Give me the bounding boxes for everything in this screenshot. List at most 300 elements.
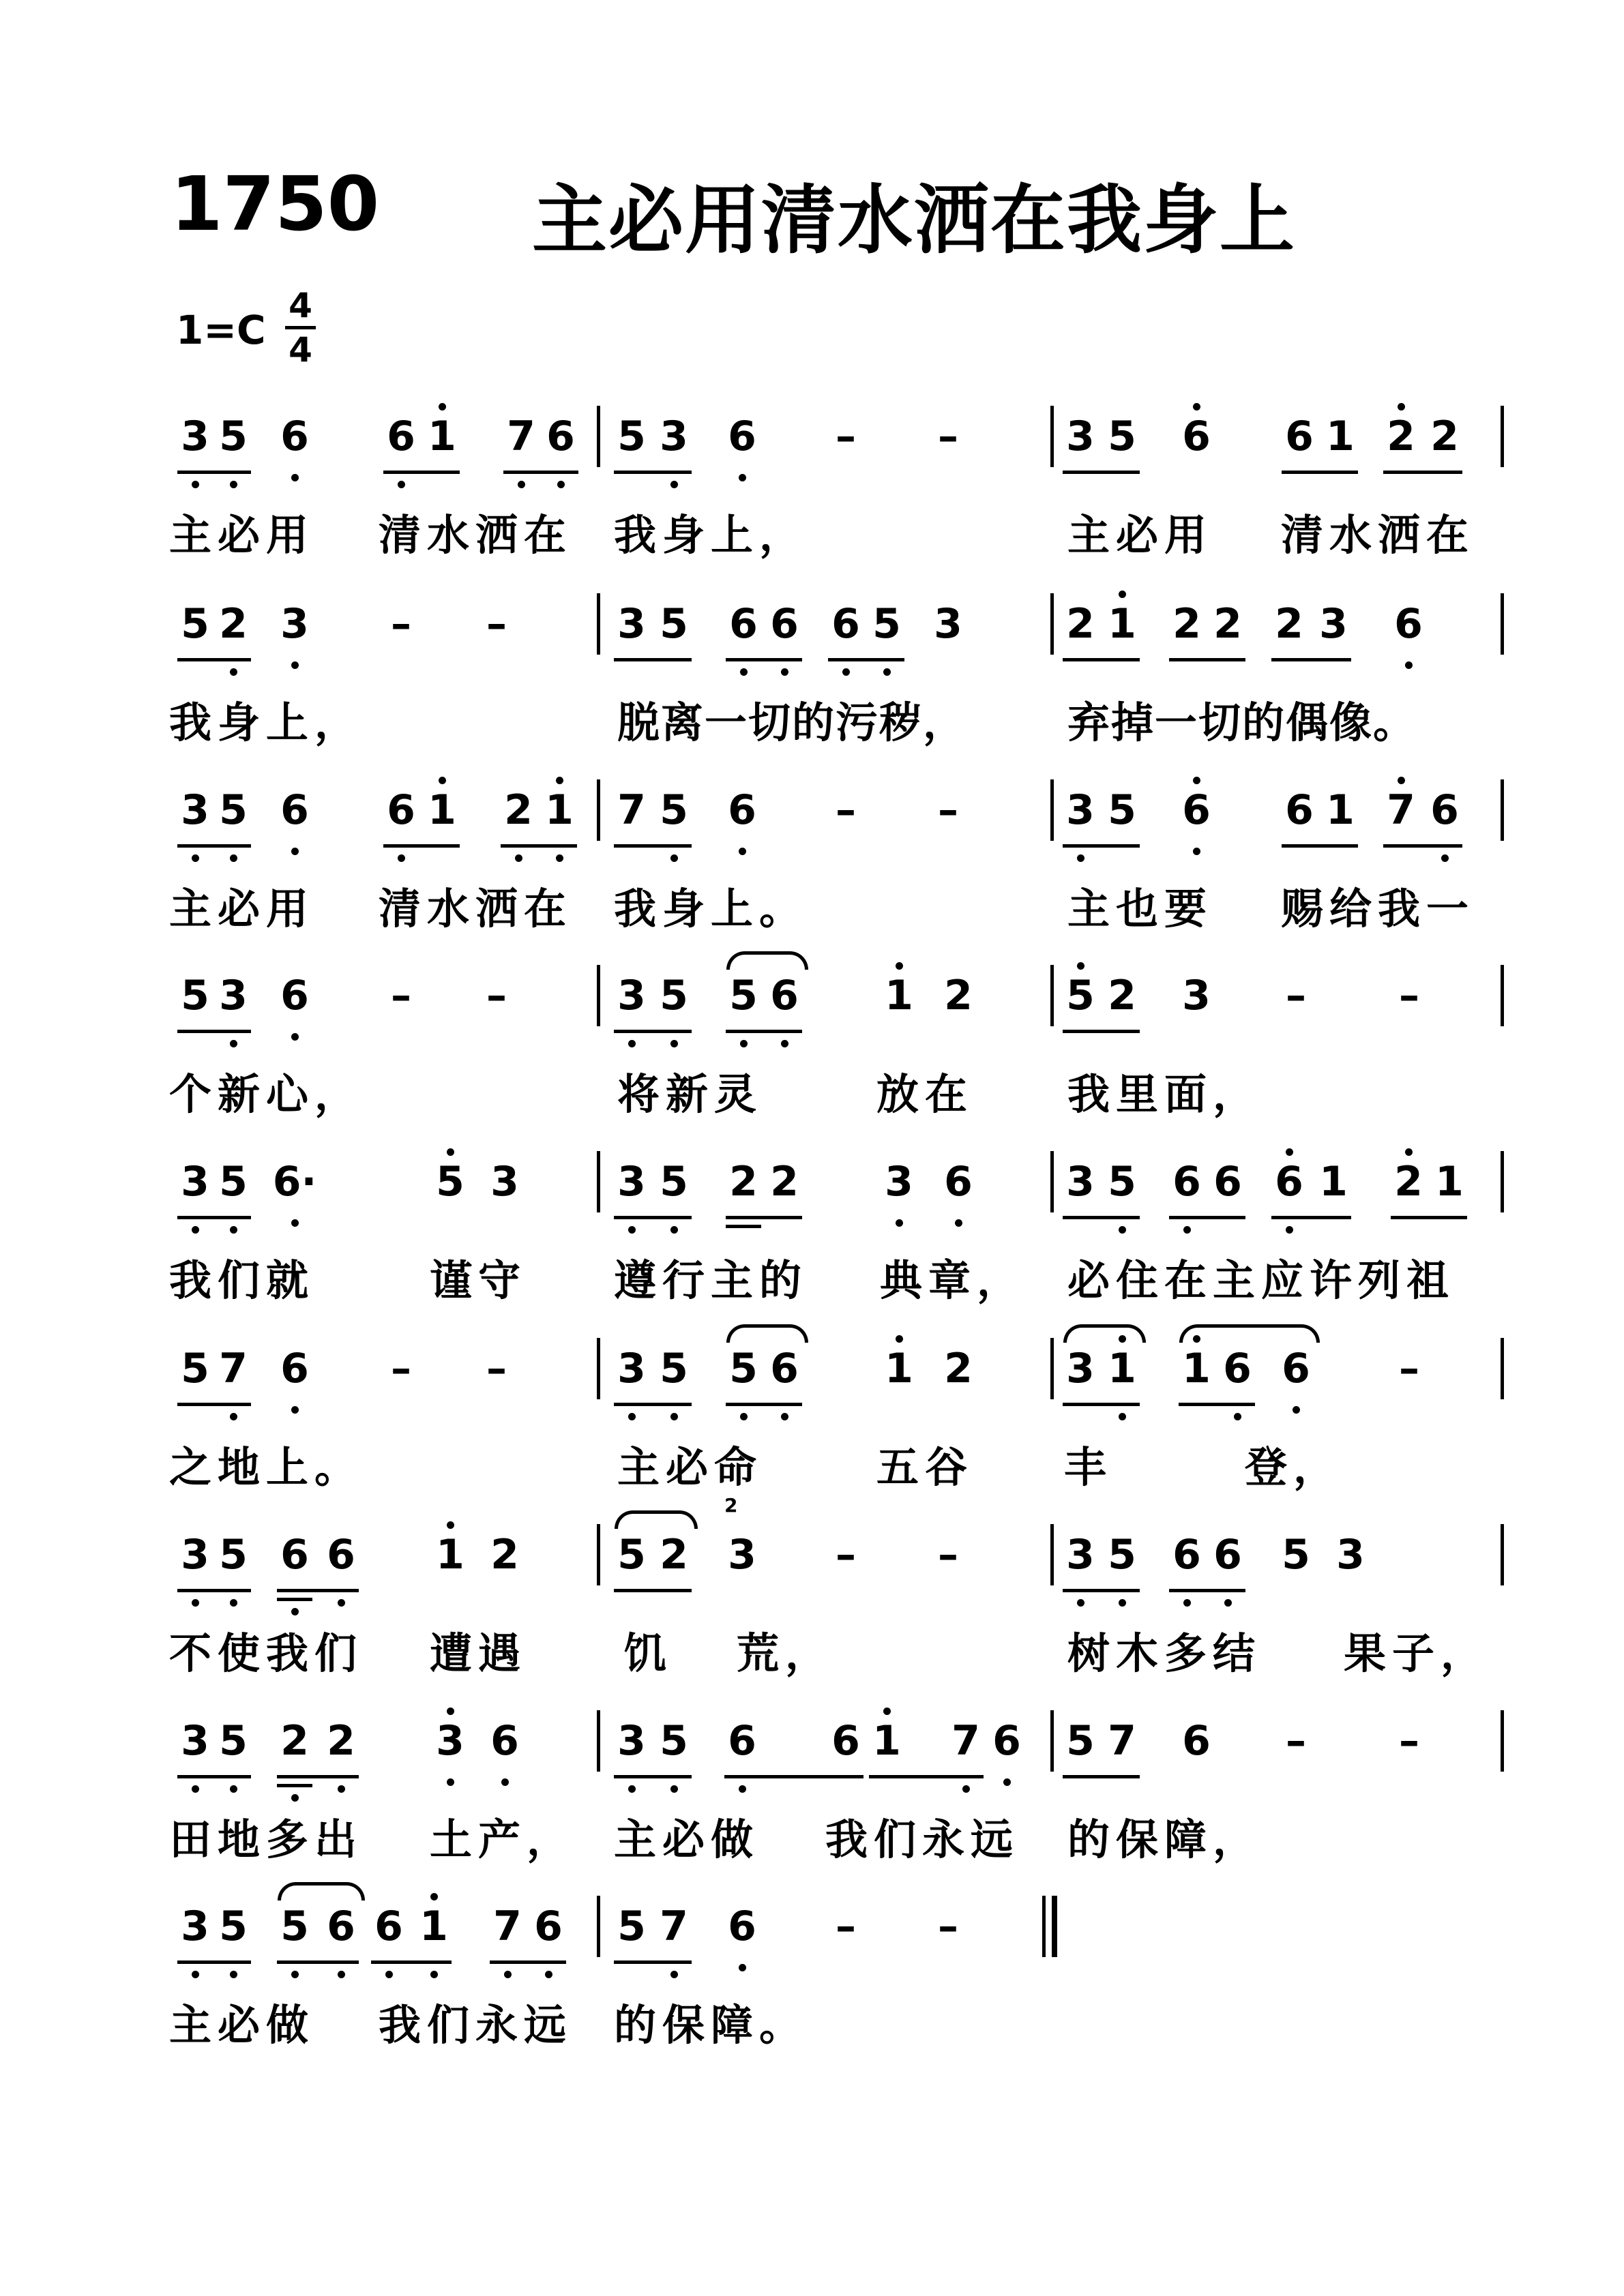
note [650,1524,698,1585]
note-digit: 6 [1182,786,1211,834]
beam-underline [1063,1403,1140,1406]
note-digit: 5 [219,1903,248,1950]
beam-underline [614,471,692,474]
beam-underline [1271,1216,1351,1219]
note-digit: 6 [280,413,309,460]
high-octave-dot [556,777,563,784]
note [481,1151,529,1212]
lyric-text: 的保障。 [614,2000,808,2050]
lyric-text: 清水洒在 [379,884,573,934]
note-digit: 3 [280,600,309,648]
note-digit: 6 [1285,413,1314,460]
note-digit: 5 [617,413,646,460]
low-octave-dot [781,1040,788,1047]
note-digit: 3 [219,972,248,1019]
note-digit: 1 [428,413,456,460]
note-digit: – [836,1531,856,1579]
note [1172,779,1220,841]
note-digit: – [486,600,507,648]
beam-underline [177,658,251,661]
note [209,1338,257,1399]
low-octave-dot [291,661,299,669]
high-octave-dot [1398,777,1405,784]
note-digit: 5 [181,600,209,648]
note-digit: 3 [181,1903,209,1950]
low-octave-dot [1119,1226,1126,1234]
note [650,1338,698,1399]
note-digit: – [391,972,411,1019]
low-octave-dot [557,481,565,488]
beam-underline [1169,1216,1245,1219]
low-octave-dot [515,854,522,862]
low-octave-dot [504,1971,512,1978]
note-digit: 1 [436,1531,464,1579]
note-digit: 3 [1066,1531,1095,1579]
note-digit: 6 [280,1345,309,1392]
note [718,406,766,467]
note-digit: 1 [872,1717,901,1765]
beam-underline [503,471,578,474]
lyric-text: 清水洒在 [1281,510,1475,560]
high-octave-dot [447,1148,454,1156]
note [761,593,808,655]
note [1098,406,1146,467]
note [317,1896,365,1957]
note-digit: 1 [1108,600,1136,648]
extension-dash [1385,1710,1433,1772]
music-system [0,378,1624,569]
note-digit: 3 [660,413,688,460]
note [209,965,257,1026]
note [875,1151,923,1212]
low-octave-dot [1119,1599,1126,1607]
beam-underline [383,471,460,474]
note-digit: 1 [1108,1345,1136,1392]
low-octave-dot [628,1040,636,1047]
note-digit: 5 [1108,413,1136,460]
note [875,1338,923,1399]
note [608,593,655,655]
note [1172,965,1220,1026]
bar-line [1501,965,1504,1026]
low-octave-dot [628,1226,636,1234]
note-digit: 2 [1108,972,1136,1019]
note-digit: 3 [1336,1531,1365,1579]
note-digit: 6 [1213,1158,1242,1206]
low-octave-dot [230,1599,237,1607]
bar-line [1050,779,1054,841]
note-digit: 7 [1387,786,1415,834]
low-octave-dot [1183,1599,1191,1607]
note [608,406,655,467]
high-octave-dot [439,403,446,411]
beam-underline [371,1960,452,1964]
low-octave-dot [545,1971,552,1978]
note-digit: 2 [490,1531,519,1579]
note-digit: 2 [1213,600,1242,648]
low-octave-dot [739,1785,746,1793]
low-octave-dot [1077,1599,1084,1607]
note-digit: – [1286,1717,1306,1765]
note-digit: 2 [944,1345,973,1392]
low-octave-dot [1405,661,1413,669]
note-digit: 5 [1066,1717,1095,1765]
note [1172,406,1220,467]
extension-dash [473,1338,520,1399]
beam-underline [614,844,692,848]
extension-dash [377,965,425,1026]
high-octave-dot [1398,403,1405,411]
music-system [0,752,1624,943]
note [608,1151,655,1212]
note-digit: 5 [219,413,248,460]
high-octave-dot [1077,962,1084,970]
high-octave-dot [896,962,903,970]
music-system [0,566,1624,757]
extension-dash [924,1524,972,1585]
low-octave-dot [291,1219,299,1227]
low-octave-dot [1234,1413,1241,1420]
lyric-text: 我身上， [169,698,364,747]
music-system [0,1494,1624,1688]
low-octave-dot [230,1971,237,1978]
low-octave-dot [1224,1599,1232,1607]
low-octave-dot [628,1413,636,1420]
lyric-text: 主必用 [169,884,315,934]
low-octave-dot [670,1785,678,1793]
note [1272,1524,1320,1585]
low-octave-dot [447,1778,454,1786]
bar-line [597,593,600,655]
note-digit: 1 [885,972,913,1019]
lyric-text: 主也要 [1067,884,1213,934]
extension-dash [924,779,972,841]
beam-underline [726,658,802,661]
bar-line [597,1710,600,1772]
high-octave-dot [883,1708,891,1715]
note [1098,593,1146,655]
note [1213,1338,1261,1399]
note-digit: 1 [1319,1158,1348,1206]
note-digit: 2 [280,1717,309,1765]
note-digit: 2 [1066,600,1095,648]
note-digit: 6 [280,972,309,1019]
note [863,1710,911,1772]
note-digit: 3 [617,972,646,1019]
note-digit: 2 [219,600,248,648]
note-digit: – [391,600,411,648]
time-signature-bottom: 4 [289,330,312,370]
low-octave-dot [192,1971,199,1978]
low-octave-dot [1441,854,1449,862]
lyric-text: 丰 [1064,1442,1113,1492]
lyric-text: 之地上。 [169,1442,364,1492]
bar-line [1050,593,1054,655]
note [1057,1338,1104,1399]
time-signature-top: 4 [289,286,312,325]
lyric-text: 主必用 [169,510,315,560]
note-digit: 2 [1387,413,1415,460]
low-octave-dot [338,1785,345,1793]
low-octave-dot [740,668,748,676]
low-octave-dot [501,1778,509,1786]
note-digit: – [1399,972,1419,1019]
note-digit: – [836,1903,856,1950]
extension-dash [1272,965,1320,1026]
time-signature [285,286,316,369]
low-octave-dot [1077,854,1084,862]
note [718,1710,766,1772]
music-system [0,1311,1624,1502]
note-digit: 6 [280,1531,309,1579]
beam-underline [1169,658,1245,661]
note-digit: 5 [181,1345,209,1392]
low-octave-dot [1183,1226,1191,1234]
note-digit: – [391,1345,411,1392]
note-digit: 6 [992,1717,1021,1765]
note [1265,593,1313,655]
low-octave-dot [781,668,788,676]
note-digit: 3 [181,786,209,834]
note-digit: 5 [1108,1531,1136,1579]
note [875,965,923,1026]
high-octave-dot [1193,777,1200,784]
note [1098,1524,1146,1585]
note [1310,593,1357,655]
note-digit: 3 [490,1158,519,1206]
note-digit: 7 [660,1903,688,1950]
beam-underline-double [277,1598,312,1601]
low-octave-dot [192,1599,199,1607]
beam-underline [1391,1216,1467,1219]
note-digit: 5 [660,600,688,648]
low-octave-dot [230,481,237,488]
low-octave-dot [230,1413,237,1420]
low-octave-dot [962,1785,970,1793]
beam-underline-double [726,1225,761,1228]
lyric-text: 主必命 [617,1442,763,1492]
note [650,406,698,467]
note [481,1524,529,1585]
note-digit: 5 [617,1903,646,1950]
lyric-text: 的保障， [1067,1815,1262,1864]
note-digit: 5 [1108,1158,1136,1206]
tie-slur [726,1324,808,1343]
note-digit: 5 [219,1717,248,1765]
note [1421,406,1468,467]
low-octave-dot [385,1971,393,1978]
beam-underline [177,1216,251,1219]
note-digit: 3 [181,413,209,460]
extension-dash [377,1338,425,1399]
note-digit: 3 [1066,1158,1095,1206]
low-octave-dot [291,848,299,855]
lyric-text: 遵行主的 [614,1255,808,1305]
note-digit: 1 [545,786,574,834]
beam-underline [614,1216,692,1219]
tie-slur [726,951,808,970]
note-digit: 2 [770,1158,799,1206]
note-digit: 6 [1172,1531,1201,1579]
lyric-text: 将新灵 [617,1069,763,1119]
note [1057,1710,1104,1772]
note-digit: 5 [181,972,209,1019]
song-number: 1750 [171,160,380,248]
note [650,1896,698,1957]
low-octave-dot [955,1219,962,1227]
lyric-text: 典章， [880,1255,1026,1305]
note-digit: 5 [660,972,688,1019]
beam-underline [1282,844,1358,848]
note-digit: 5 [219,1158,248,1206]
note-digit: 2 [504,786,533,834]
low-octave-dot [781,1413,788,1420]
note-digit: 2 [1430,413,1459,460]
beam-underline [726,1216,802,1219]
beam-underline [1063,1030,1140,1033]
low-octave-dot [192,1226,199,1234]
beam-underline [277,1775,359,1778]
note [1098,1710,1146,1772]
beam-underline [726,1030,802,1033]
beam-underline [614,1030,692,1033]
note-digit: 2 [1275,600,1303,648]
lyric-text: 谨守 [430,1255,527,1305]
beam-underline [1282,471,1358,474]
note-digit: – [1286,972,1306,1019]
note-digit: – [938,786,958,834]
note [608,1524,655,1585]
bar-line [1050,1710,1054,1772]
note-digit: 3 [1066,786,1095,834]
note-digit: 7 [1108,1717,1136,1765]
note [608,779,655,841]
note [761,965,808,1026]
beam-underline [726,1403,802,1406]
bar-line [1501,779,1504,841]
note [650,779,698,841]
note [1327,1524,1374,1585]
note [1204,1151,1252,1212]
lyric-text: 放在 [876,1069,974,1119]
bar-line [597,779,600,841]
note [271,406,319,467]
extension-dash [1385,1338,1433,1399]
note-digit: 6 [387,786,415,834]
lyric-text: 饥 [624,1628,673,1678]
lyric-text: 清水洒在 [379,510,573,560]
low-octave-dot [230,1226,237,1234]
note-digit: 1 [885,1345,913,1392]
note [608,1710,655,1772]
note [209,779,257,841]
extension-dash [822,406,870,467]
note-digit: 7 [951,1717,980,1765]
note-digit: 5 [436,1158,464,1206]
note [1098,779,1146,841]
low-octave-dot [670,481,678,488]
note-digit: 5 [660,1717,688,1765]
extension-dash [822,1896,870,1957]
note [1057,593,1104,655]
note-digit: 5 [617,1531,646,1579]
extension-dash [924,1896,972,1957]
note-digit: 6 [490,1717,519,1765]
note-digit: 6 [728,1717,756,1765]
note-digit: – [836,786,856,834]
music-system [0,1683,1624,1874]
note [924,593,972,655]
note [863,593,911,655]
note-digit: 3 [617,1345,646,1392]
low-octave-dot [192,481,199,488]
note [1377,779,1425,841]
note-digit: 6 [831,1717,860,1765]
note-digit: 6 [728,1903,756,1950]
note-digit: 5 [660,1158,688,1206]
note-digit: 6 [1275,1158,1303,1206]
low-octave-dot [670,1413,678,1420]
low-octave-dot [670,854,678,862]
note [525,1896,572,1957]
note-digit: 6 [728,786,756,834]
note-digit: – [938,413,958,460]
beam-underline [1063,1216,1140,1219]
bar-line [1050,1524,1054,1585]
note-digit: 6 [1213,1531,1242,1579]
note-digit: 5 [729,972,758,1019]
beam-underline [1383,844,1462,848]
note-digit: 6 [1182,413,1211,460]
note [934,1151,982,1212]
low-octave-dot [739,848,746,855]
note [537,406,585,467]
note-digit: 5 [1282,1531,1310,1579]
beam-underline [383,844,460,848]
bar-line [1050,965,1054,1026]
bar-line [597,1896,600,1957]
lyric-text: 不使我们 [169,1628,364,1678]
music-system [0,938,1624,1129]
beam-underline [869,1775,984,1778]
extension-dash [377,593,425,655]
note [410,1896,458,1957]
note [934,965,982,1026]
lyric-text: 土产， [430,1815,576,1864]
low-octave-dot [230,1785,237,1793]
note [535,779,583,841]
note-digit: – [836,413,856,460]
note-digit: 5 [280,1903,309,1950]
note [1316,406,1364,467]
note-digit: 7 [617,786,646,834]
note-digit: 2 [944,972,973,1019]
bar-line [597,1338,600,1399]
note-digit: 3 [436,1717,464,1765]
note [934,1338,982,1399]
lyric-text: 主必做 [169,2000,315,2050]
low-octave-dot [670,1040,678,1047]
note-digit: 6 [327,1531,355,1579]
lyric-text: 我们永远 [825,1815,1020,1864]
note [1098,1338,1146,1399]
note-digit: 6 [327,1903,355,1950]
note-digit: 1 [1182,1345,1211,1392]
note [608,1338,655,1399]
note-digit: 6 [729,600,758,648]
beam-underline [1063,471,1140,474]
note [1057,1151,1104,1212]
